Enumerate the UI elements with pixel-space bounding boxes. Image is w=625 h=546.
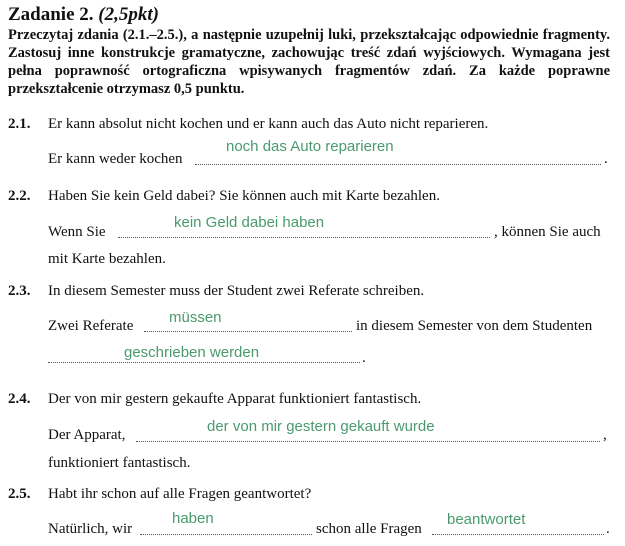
item-continuation: mit Karte bezahlen. <box>48 251 166 267</box>
item-sentence: Habt ihr schon auf alle Fragen geantwortet? <box>48 486 312 502</box>
item-end-punct: . <box>604 151 608 167</box>
item-number: 2.2. <box>8 188 31 204</box>
task-instructions: Przeczytaj zdania (2.1.–2.5.), a następnie uzupełnij luki, przekształcając odpowiednie fragmenty. Zastosuj inne konstrukcje gramatyczne, zachowując treść zdań wyjściowych. Wymagana jest pełna poprawność ortograficzna wpisywanych fragmentów zdań. Za każde poprawne przekształcenie otrzymasz 0,5 punktu. <box>8 27 610 97</box>
answer-text: der von mir gestern gekauft wurde <box>207 418 435 435</box>
item-suffix: , können Sie auch <box>494 224 601 240</box>
task-points: (2,5pkt) <box>98 4 159 25</box>
item-middle: schon alle Fragen <box>316 521 422 537</box>
item-prefix: Natürlich, wir <box>48 521 133 537</box>
item-end-punct: , <box>603 427 607 443</box>
answer-text: geschrieben werden <box>124 344 260 361</box>
answer-text: müssen <box>169 309 222 326</box>
answer-blank[interactable] <box>136 441 600 442</box>
item-end-punct: . <box>362 350 366 366</box>
answer-blank[interactable] <box>195 164 601 165</box>
answer-blank[interactable] <box>432 534 604 535</box>
item-number: 2.5. <box>8 486 31 502</box>
item-middle: in diesem Semester von dem Studenten <box>356 318 593 334</box>
answer-text: kein Geld dabei haben <box>174 214 325 231</box>
item-continuation: funktioniert fantastisch. <box>48 455 191 471</box>
item-prefix: Zwei Referate <box>48 318 134 334</box>
item-number: 2.3. <box>8 283 31 299</box>
task-title <box>8 4 159 26</box>
answer-blank[interactable] <box>140 534 312 535</box>
item-sentence: Er kann absolut nicht kochen und er kann auch das Auto nicht reparieren. <box>48 116 489 132</box>
item-number: 2.4. <box>8 391 31 407</box>
item-prefix: Er kann weder kochen <box>48 151 183 167</box>
item-sentence: In diesem Semester muss der Student zwei Referate schreiben. <box>48 283 425 299</box>
item-sentence: Der von mir gestern gekaufte Apparat funktioniert fantastisch. <box>48 391 422 407</box>
item-end-punct: . <box>606 521 610 537</box>
answer-blank[interactable] <box>48 362 360 363</box>
item-prefix: Der Apparat, <box>48 427 126 443</box>
answer-text: noch das Auto reparieren <box>226 138 394 155</box>
answer-blank[interactable] <box>118 237 490 238</box>
item-number: 2.1. <box>8 116 31 132</box>
item-sentence: Haben Sie kein Geld dabei? Sie können auch mit Karte bezahlen. <box>48 188 440 204</box>
answer-blank[interactable] <box>144 331 352 332</box>
item-prefix: Wenn Sie <box>48 224 106 240</box>
answer-text: beantwortet <box>447 511 526 528</box>
answer-text: haben <box>172 510 214 527</box>
task-title-text: Zadanie 2. <box>8 4 94 25</box>
